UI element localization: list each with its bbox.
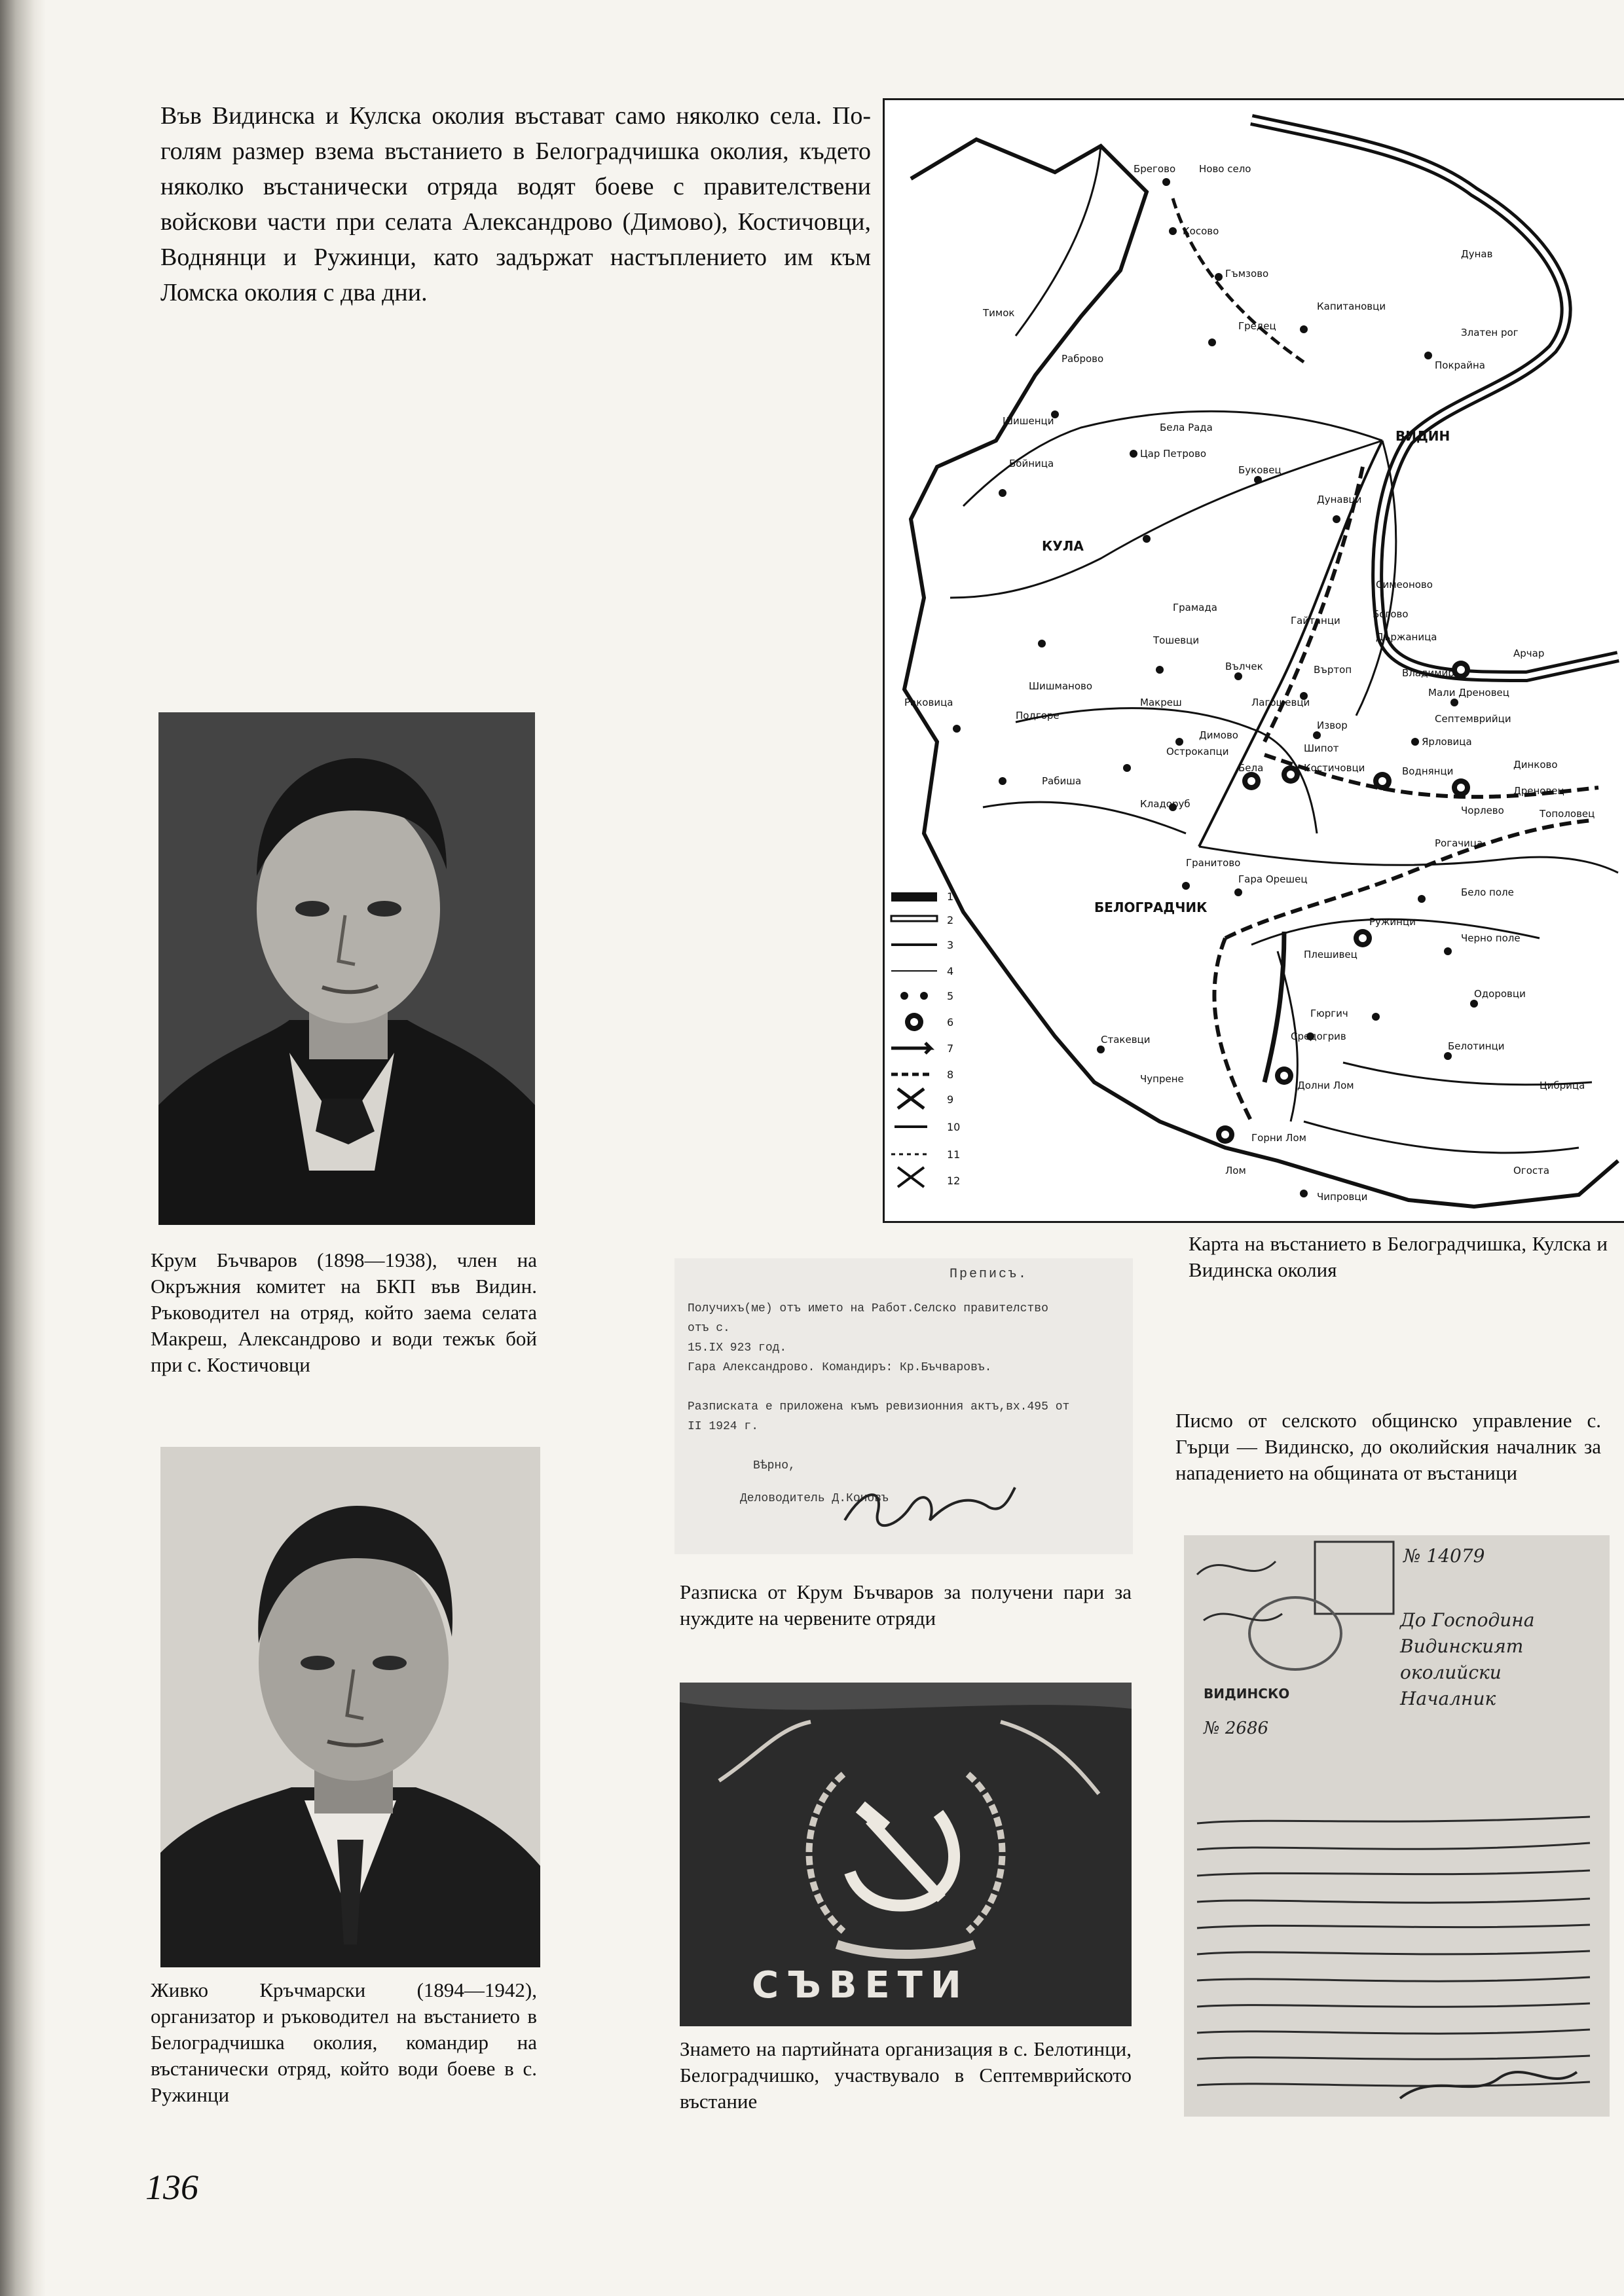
- receipt-line: Вѣрно,: [753, 1459, 796, 1472]
- krum-caption: Крум Бъчваров (1898—1938), член на Окръжния комитет на БКП във Видин. Ръководител на отряд, който заема селата Макреш, Александрово и води тежък бой при с. Костичовци: [151, 1248, 537, 1376]
- map-label: Подгоре: [1016, 710, 1060, 721]
- map-label: Дунавци: [1317, 494, 1362, 505]
- map-label: Капитановци: [1317, 301, 1386, 312]
- map-label: Шишенци: [1003, 415, 1054, 427]
- intro-paragraph: Във Видинска и Кулска околия въстават само няколко села. По-голям размер взема въстанието в Белоградчишка околия, където няколко въстанически отряда водят боеве с правителствени войскови части при селата Александрово (Димово), Костичовци, Воднянци и Ружинци, като задържат настъплението им към Ломска околия с два дни.: [160, 102, 871, 306]
- map-label: Цибрица: [1540, 1080, 1585, 1091]
- map-label-kula: КУЛА: [1042, 538, 1084, 554]
- legend-number: 11: [947, 1148, 961, 1161]
- map-label-belogradchik: БЕЛОГРАДЧИК: [1094, 900, 1208, 915]
- receipt-document: [674, 1258, 1133, 1554]
- map-label: Димово: [1199, 729, 1238, 741]
- map-label: Златен рог: [1461, 327, 1519, 338]
- map-label: Рабиша: [1042, 775, 1082, 787]
- map-label: Макреш: [1140, 697, 1182, 708]
- map-label: Гайтанци: [1291, 615, 1340, 627]
- legend-number: 5: [947, 990, 954, 1002]
- map-label: Косово: [1183, 225, 1219, 237]
- map-legend: [891, 890, 960, 1187]
- map-label: Въртоп: [1314, 664, 1352, 676]
- letter-document: [1184, 1535, 1610, 2117]
- legend-number: 3: [947, 939, 954, 951]
- page-number: 136: [145, 2168, 198, 2207]
- map-label: Белотинци: [1448, 1040, 1505, 1052]
- map-label: Кладоруб: [1140, 798, 1190, 810]
- map-label: Бела Рада: [1160, 422, 1213, 433]
- map-label: Бoгово: [1373, 608, 1409, 620]
- map-label: Мали Дреновец: [1428, 687, 1509, 699]
- map-label: Динково: [1513, 759, 1558, 771]
- legend-number: 1: [947, 890, 954, 903]
- map-label: Средогрив: [1291, 1030, 1346, 1042]
- map-label: Гара Орешец: [1238, 873, 1308, 885]
- portrait-photo-krum-bachvarov: [158, 712, 535, 1225]
- map-label: Вълчек: [1225, 661, 1263, 672]
- letter-stamp-number: № 14079: [1403, 1545, 1485, 1567]
- flag-caption: Знамето на партийната организация в с. Белотинци, Белоградчишко, участвувало в Септемврийското въстание: [680, 2037, 1132, 2113]
- letter-district: ВИДИНСКО: [1204, 1686, 1290, 1702]
- receipt-caption: Разписка от Крум Бъчваров за получени пари за нуждите на червените отряди: [680, 1580, 1132, 1630]
- portrait-photo-zhivko-krachmarski: [160, 1447, 540, 1967]
- map-label: Тошевци: [1153, 634, 1200, 646]
- map-label: Стакевци: [1101, 1034, 1151, 1046]
- map-label: Гюргич: [1310, 1008, 1348, 1019]
- map-label: Буковец: [1238, 464, 1282, 476]
- receipt-line: Деловодитель Д.Коновъ: [740, 1492, 889, 1505]
- map-label: Арчар: [1513, 647, 1545, 659]
- map-label: Одоровци: [1474, 988, 1526, 1000]
- map-label: Владимир: [1402, 667, 1454, 679]
- letter-caption: Писмо от селското общинско управление с. Гърци — Видинско, до околийския началник за нападението на общината от въстаници: [1175, 1409, 1601, 1484]
- zhivko-caption: Живко Кръчмарски (1894—1942), организатор и ръководител на въстанието в Белоградчишка околия, командир на въстанически отряд, който води боеве в с. Ружинци: [151, 1978, 537, 2106]
- map-label: Гъмзово: [1225, 268, 1269, 280]
- map-label: Рогачица: [1435, 837, 1483, 849]
- legend-number: 6: [947, 1016, 954, 1029]
- map-label: Покрайна: [1435, 359, 1485, 371]
- receipt-line: Разписката е приложена къмъ ревизионния актъ,вх.495 от: [688, 1400, 1070, 1413]
- receipt-line: Гара Александрово. Командиръ: Кр.Бъчваровъ.: [688, 1361, 992, 1374]
- map-label: Ново село: [1199, 163, 1251, 175]
- map-label: Огоста: [1513, 1165, 1550, 1176]
- receipt-line: отъ с.: [688, 1322, 730, 1335]
- map-label: Раковица: [904, 697, 953, 708]
- map-label: Чорлево: [1461, 805, 1504, 816]
- map-label: Бела: [1238, 762, 1264, 774]
- receipt-line: II 1924 г.: [688, 1420, 759, 1433]
- map-label: Воднянци: [1402, 765, 1454, 777]
- page-binding-shadow: [0, 0, 46, 2296]
- map-label: Раброво: [1061, 353, 1104, 365]
- map-label: Горни Лом: [1251, 1132, 1306, 1144]
- legend-number: 7: [947, 1042, 954, 1055]
- letter-number: № 2686: [1204, 1719, 1269, 1738]
- receipt-line: 15.IX 923 год.: [688, 1341, 787, 1355]
- map-label: Тополовец: [1540, 808, 1595, 820]
- receipt-title: Преписъ.: [950, 1267, 1029, 1282]
- map-label: Долни Лом: [1297, 1080, 1354, 1091]
- map-label: Костичовци: [1304, 762, 1365, 774]
- map-label: Гранитово: [1186, 857, 1241, 869]
- map-label: Цар Петрово: [1140, 448, 1207, 460]
- signature-image: [838, 1474, 1022, 1546]
- legend-number: 8: [947, 1068, 954, 1081]
- map-label: Острокапци: [1166, 746, 1229, 757]
- legend-number: 4: [947, 965, 954, 977]
- map-label: Ружинци: [1369, 916, 1416, 928]
- map-label: Брегово: [1134, 163, 1176, 175]
- legend-number: 12: [947, 1175, 961, 1187]
- map-label: Лом: [1225, 1165, 1246, 1176]
- letter-greeting: До Господина Видинският околийски Началник: [1400, 1609, 1535, 1709]
- map-label-vidin: ВИДИН: [1395, 428, 1450, 444]
- map-label: Дунав: [1461, 248, 1493, 260]
- map-label: Черно поле: [1461, 932, 1521, 944]
- map-label: Чупрене: [1140, 1073, 1184, 1085]
- map-label: Ярловица: [1422, 736, 1472, 748]
- flag-word: СЪВЕТИ: [752, 1964, 969, 2007]
- map-label: Бойница: [1009, 458, 1054, 469]
- map-label: Дреновец: [1513, 785, 1564, 797]
- receipt-line: Получихъ(ме) отъ името на Работ.Селско правителство: [688, 1302, 1048, 1315]
- map-label: Чипровци: [1317, 1191, 1368, 1203]
- legend-number: 10: [947, 1121, 961, 1133]
- map-label: Държаница: [1376, 631, 1437, 643]
- uprising-map: [883, 98, 1624, 1223]
- map-label: Септемврийци: [1435, 713, 1511, 725]
- map-label: Шипот: [1304, 742, 1339, 754]
- map-label: Извор: [1317, 720, 1348, 731]
- map-label: Шишманово: [1029, 680, 1093, 692]
- legend-number: 9: [947, 1093, 954, 1106]
- flag-photo: [680, 1683, 1132, 2026]
- map-label: Симеоново: [1376, 579, 1433, 591]
- map-label: Лагошевци: [1251, 697, 1310, 708]
- legend-number: 2: [947, 914, 954, 926]
- map-label: Бело поле: [1461, 886, 1514, 898]
- map-label: Гpамада: [1173, 602, 1217, 613]
- map-label: Тимок: [983, 307, 1015, 319]
- map-caption: Карта на въстанието в Белоградчишка, Кулска и Видинска околия: [1189, 1232, 1608, 1281]
- map-label: Гредец: [1238, 320, 1276, 332]
- map-label: Плешивец: [1304, 949, 1357, 960]
